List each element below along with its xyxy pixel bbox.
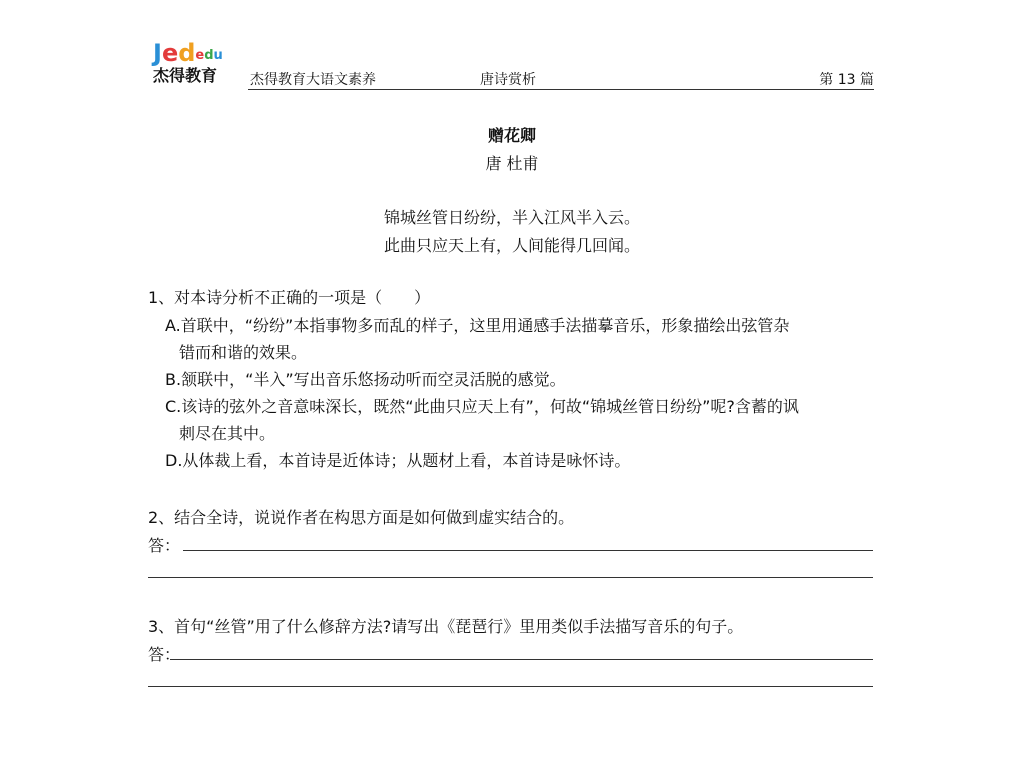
jedu-logo [153, 40, 235, 86]
course-name: 杰得教育大语文素养 [250, 72, 376, 88]
answer-2-line[interactable] [148, 577, 873, 578]
poem-line: 此曲只应天上有，人间能得几回闻。 [383, 236, 640, 255]
answer-3-line[interactable] [148, 686, 873, 687]
answer-3-label: 答： [148, 645, 181, 664]
poem-author: 唐 杜甫 [485, 154, 539, 173]
question-2-stem: 2、结合全诗，说说作者在构思方面是如何做到虚实结合的。 [148, 508, 575, 527]
logo-name: 杰得教育 [153, 66, 218, 85]
answer-3-line[interactable] [170, 659, 873, 660]
option-b: B.颔联中，“半入”写出音乐悠扬动听而空灵活脱的感觉。 [165, 370, 566, 389]
question-3-stem: 3、首句“丝管”用了什么修辞方法?请写出《琵琶行》里用类似手法描写音乐的句子。 [148, 617, 744, 636]
unit-name: 唐诗赏析 [480, 72, 536, 88]
option-d: D.从体裁上看，本首诗是近体诗；从题材上看，本首诗是咏怀诗。 [165, 451, 631, 470]
lesson-number: 第 13 篇 [819, 72, 874, 88]
option-a: A.首联中，“纷纷”本指事物多而乱的样子，这里用通感手法描摹音乐，形象描绘出弦管杂 错而和谐的效果。 [165, 316, 790, 362]
option-c: C.该诗的弦外之音意味深长，既然“此曲只应天上有”，何故“锦城丝管日纷纷”呢?含蓄的讽 刺尽在其中。 [165, 397, 799, 443]
poem-line: 锦城丝管日纷纷，半入江风半入云。 [383, 208, 640, 227]
header-divider [248, 89, 874, 90]
logo-mark: Jededu [153, 39, 223, 67]
poem-title: 赠花卿 [487, 126, 536, 145]
answer-2-line[interactable] [183, 550, 873, 551]
question-1-stem: 1、对本诗分析不正确的一项是（ ） [148, 288, 431, 307]
answer-2-label: 答： [148, 536, 181, 555]
